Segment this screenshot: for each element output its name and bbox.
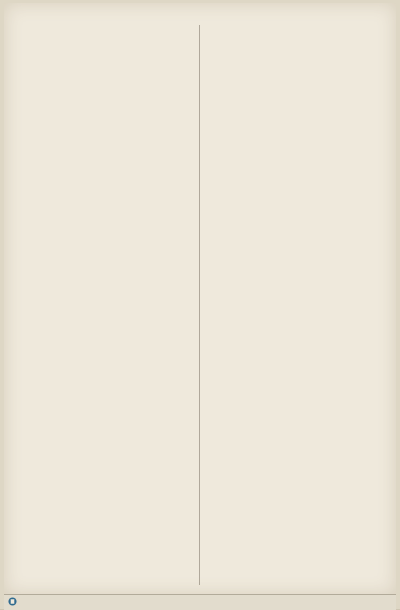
document-page bbox=[4, 3, 396, 595]
right-column bbox=[204, 23, 390, 587]
column-divider bbox=[199, 25, 200, 585]
digitization-footer bbox=[4, 594, 396, 610]
left-column bbox=[10, 23, 196, 587]
library-logo-icon bbox=[8, 597, 17, 606]
